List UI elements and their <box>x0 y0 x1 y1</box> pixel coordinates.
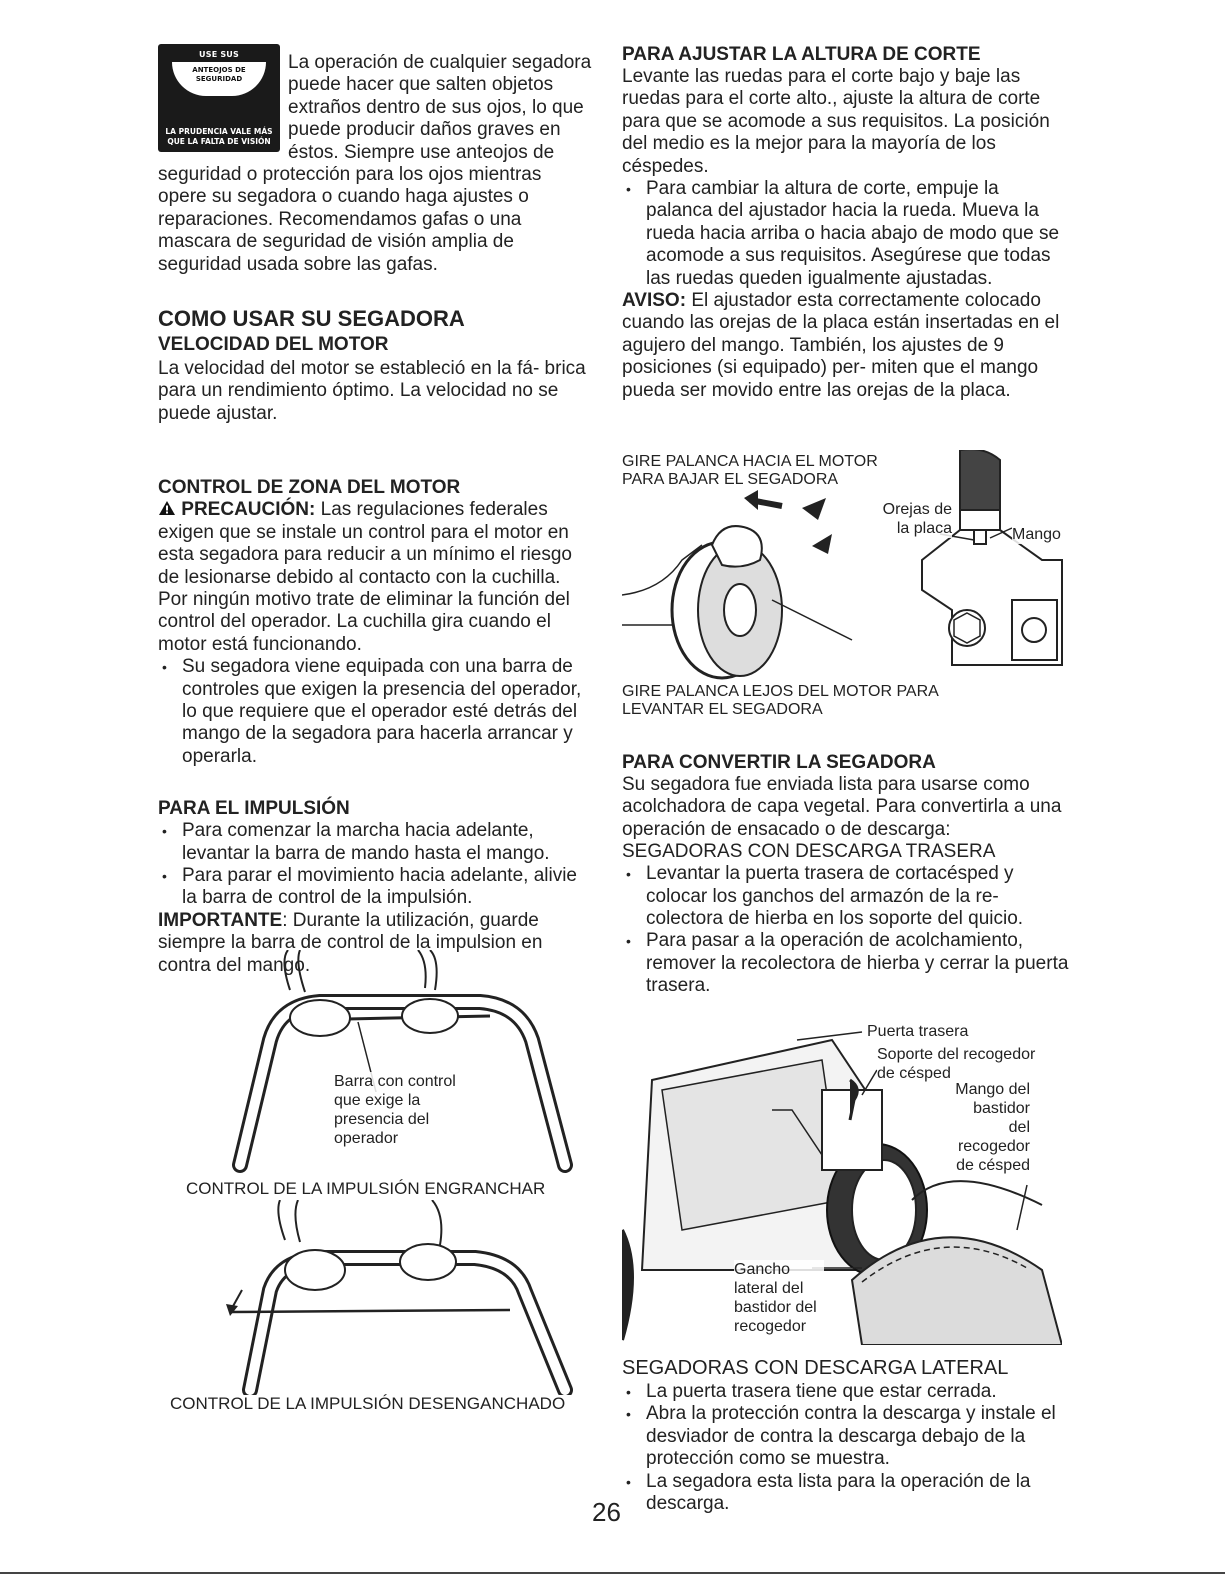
list-item: • La segadora esta lista para la operación de la descarga. <box>622 1471 1070 1516</box>
section-title-como-usar: COMO USAR SU SEGADORA <box>158 306 465 332</box>
handle-disengaged-illustration <box>180 1200 600 1395</box>
subhead-trasera: SEGADORAS CON DESCARGA TRASERA <box>622 841 996 863</box>
lateral-section <box>622 1357 1070 1515</box>
subhead-lateral: SEGADORAS CON DESCARGA LATERAL <box>622 1357 1009 1379</box>
section-title-altura: PARA AJUSTAR LA ALTURA DE CORTE <box>622 44 981 65</box>
handle-engaged-illustration <box>180 950 600 1185</box>
page-number: 26 <box>592 1497 621 1527</box>
intro-block <box>158 44 595 276</box>
section-title-control-zona: CONTROL DE ZONA DEL MOTOR <box>158 477 461 499</box>
label-gancho-lateral: Gancho lateral del bastidor del recogedor <box>734 1260 824 1336</box>
convertir-text: Su segadora fue enviada lista para usarse como acolchadora de capa vegetal. Para convertirla a una operación de ensacado o de descarga: <box>622 774 1062 840</box>
aviso-paragraph <box>622 290 1070 402</box>
list-item: • Para parar el movimiento hacia adelante, alivie la barra de control de la impulsión. <box>158 865 595 910</box>
caution-paragraph <box>158 499 595 656</box>
safety-label-bottom: LA PRUDENCIA VALE MÁS QUE LA FALTA DE VISIÓN <box>165 127 273 146</box>
velocidad-text: La velocidad del motor se estableció en la fá- brica para un rendimiento óptimo. La velocidad no se puede ajustar. <box>158 358 586 424</box>
list-item: • Para pasar a la operación de acolchamiento, remover la recolectora de hierba y cerrar la puerta trasera. <box>622 930 1070 997</box>
list-item: • Levantar la puerta trasera de cortacésped y colocar los ganchos del armazón de la re- colectora de hierba en los soporte del quicio. <box>622 863 1070 930</box>
list-item: • La puerta trasera tiene que estar cerrada. <box>622 1381 1070 1403</box>
aviso-label: AVISO: <box>622 290 687 312</box>
callout-operator-bar: Barra con control que exige la presencia del operador <box>334 1072 474 1148</box>
list-item: • Para cambiar la altura de corte, empuje la palanca del ajustador hacia la rueda. Mueva la rueda hacia arriba o hacia abajo de modo que se acomode a sus requisitos. Asegúrese que todas las ruedas queden igualmente ajustadas. <box>622 178 1070 290</box>
caption-drive-disengaged: CONTROL DE LA IMPULSIÓN DESENGANCHADO <box>170 1394 566 1413</box>
convertir-section <box>622 752 1070 998</box>
safety-label-middle: ANTEOJOS DE SEGURIDAD <box>172 62 266 96</box>
warning-triangle-icon <box>158 499 181 520</box>
caution-text: Las regulaciones federales exigen que se instale un control para el motor en esta segadora para reducir a un mínimo el riesgo de lesionarse debido al contacto con la cuchilla. Por ningún motivo trate de eliminar la función del control del operador. La cuchilla gira cuando el motor está funcionando. <box>158 499 573 655</box>
altura-text: Levante las ruedas para el corte bajo y baje las ruedas para el corte alto., ajuste la altura de corte para que se acomode a sus requisitos. La posición del medio es la mejor para la mayoría de los céspedes. <box>622 66 1050 177</box>
figure-rear-bagger <box>622 1020 1062 1345</box>
label-puerta-trasera: Puerta trasera <box>867 1022 987 1041</box>
caption-height-raise: GIRE PALANCA LEJOS DEL MOTOR PARA LEVANTAR EL SEGADORA <box>622 683 938 718</box>
impulsion-bullets <box>158 820 595 910</box>
section-title-convertir: PARA CONVERTIR LA SEGADORA <box>622 752 936 773</box>
label-soporte-recogedor: Soporte del recogedor de césped <box>877 1046 1036 1082</box>
label-mango-bastidor: Mango del bastidor del recogedor de césped <box>952 1080 1030 1175</box>
bottom-rule <box>0 1572 1225 1574</box>
caption-height-lower: GIRE PALANCA HACIA EL MOTOR PARA BAJAR EL SEGADORA <box>622 453 878 488</box>
height-adjuster-illustration <box>622 450 1072 682</box>
section-title-velocidad: VELOCIDAD DEL MOTOR <box>158 334 389 356</box>
caution-label: PRECAUCIÓN: <box>181 499 316 521</box>
list-item: • Abra la protección contra la descarga y instale el desviador de contra la descarga debajo de la protección como se muestra. <box>622 1403 1070 1470</box>
caption-drive-engaged: CONTROL DE LA IMPULSIÓN ENGRANCHAR <box>186 1179 546 1198</box>
label-mango: Mango <box>1012 525 1072 544</box>
section-title-impulsion: PARA EL IMPULSIÓN <box>158 798 350 820</box>
lateral-bullets <box>622 1381 1070 1515</box>
figure-drive-disengaged <box>180 1200 600 1395</box>
safety-label-top: USE SUS <box>199 50 239 59</box>
trasera-bullets <box>622 863 1070 997</box>
label-orejas-placa: Orejas de la placa <box>872 500 952 538</box>
list-item: • Su segadora viene equipada con una barra de controles que exigen la presencia del operador, lo que requiere que el operador esté detrás del mango de la segadora para hacerla arrancar y operarla. <box>158 656 595 768</box>
safety-glasses-label <box>158 44 280 152</box>
right-column <box>622 44 1070 402</box>
important-label: IMPORTANTE <box>158 909 283 931</box>
figure-drive-engaged <box>180 950 600 1185</box>
altura-bullets <box>622 178 1070 290</box>
left-column <box>158 44 595 977</box>
list-item: • Para comenzar la marcha hacia adelante, levantar la barra de mando hasta el mango. <box>158 820 595 865</box>
important-text: : Durante la utilización, guarde siempre la barra de control de la impulsion en contra del mango. <box>158 909 543 976</box>
figure-height-adjuster <box>622 450 1072 682</box>
aviso-text: El ajustador esta correctamente colocado cuando las orejas de la placa están insertadas en el agujero del mango. También, los ajustes de 9 posiciones (si equipado) per- miten que el mango pueda ser movido entre las orejas de la placa. <box>622 290 1060 401</box>
control-zona-bullets <box>158 656 595 768</box>
intro-paragraph: La operación de cualquier segadora puede hacer que salten objetos extraños dentro de sus ojos, lo que puede producir daños graves en éstos. Siempre use anteojos de seguridad o protección para los ojos mientras opere su segadora o cuando haga ajustes o reparaciones. Recomendamos gafas o una mascara de seguridad de visión amplia de seguridad usada sobre las gafas. <box>158 52 592 275</box>
